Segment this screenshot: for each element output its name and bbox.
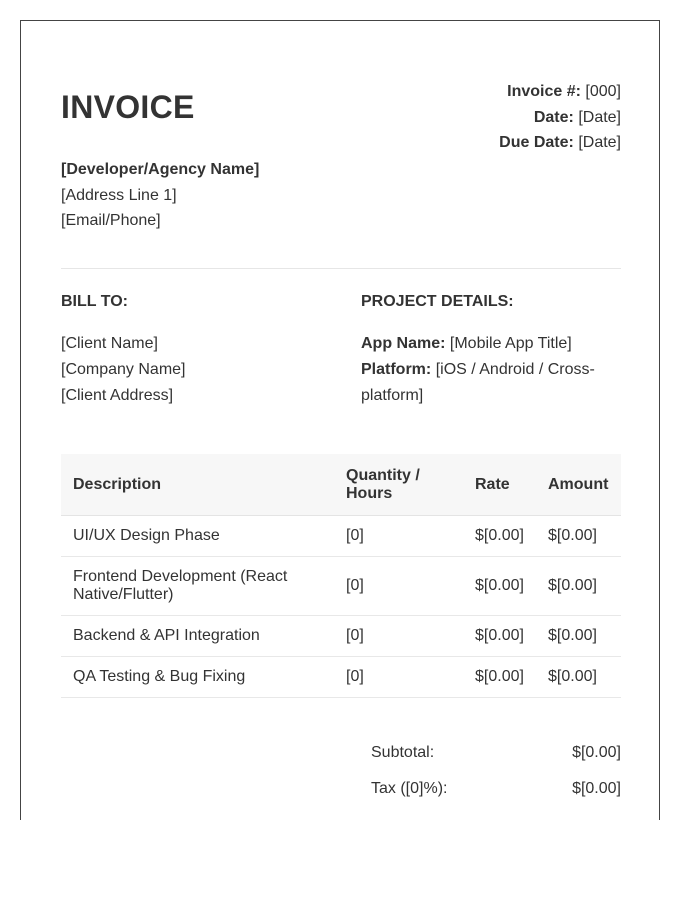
row-quantity: [0]: [334, 657, 463, 698]
subtotal-label: Subtotal:: [371, 744, 435, 761]
sender-address: [Address Line 1]: [61, 186, 177, 204]
row-quantity: [0]: [334, 557, 463, 616]
app-name-line: [361, 331, 611, 357]
sender-contact: [Email/Phone]: [61, 212, 161, 229]
client-name: [Client Name]: [61, 335, 158, 352]
invoice-due-date-line: [499, 130, 621, 156]
invoice-date-value: [Date]: [578, 108, 621, 126]
sender-name: [Developer/Agency Name]: [61, 161, 260, 178]
table-row: [61, 557, 621, 616]
sender-block: [61, 157, 259, 234]
row-rate: $[0.00]: [463, 657, 536, 698]
project-details-block: [361, 331, 611, 409]
table-header-row: [61, 454, 621, 516]
line-items-body: [61, 516, 621, 698]
bill-to-block: [61, 331, 321, 409]
row-amount: $[0.00]: [536, 657, 621, 698]
row-rate: $[0.00]: [463, 616, 536, 657]
invoice-due-date-value: [Date]: [578, 134, 621, 151]
section-divider: [61, 268, 621, 269]
row-quantity: [0]: [334, 516, 463, 557]
invoice-number-value: [000]: [585, 83, 621, 100]
row-amount: $[0.00]: [536, 516, 621, 557]
row-description: Frontend Development (React Native/Flutter): [61, 557, 334, 616]
client-address: [Client Address]: [61, 387, 174, 404]
tax-label: Tax ([0]%):: [371, 780, 448, 797]
subtotal-value: $[0.00]: [572, 744, 621, 761]
platform-line: [361, 357, 611, 409]
header-rate: Rate: [463, 454, 536, 516]
app-name-value: [Mobile App Title]: [449, 335, 572, 352]
line-items-table: [61, 454, 621, 698]
row-description: QA Testing & Bug Fixing: [61, 657, 334, 698]
app-name-label: App Name:: [361, 335, 446, 352]
invoice-date-line: [499, 105, 621, 131]
invoice-date-label: Date:: [533, 108, 574, 126]
row-amount: $[0.00]: [536, 616, 621, 657]
project-details-heading: PROJECT DETAILS:: [361, 293, 514, 310]
row-quantity: [0]: [334, 616, 463, 657]
platform-value: [iOS / Android / Cross-platform]: [361, 361, 595, 404]
invoice-due-date-label: Due Date:: [499, 134, 574, 151]
row-rate: $[0.00]: [463, 516, 536, 557]
table-row: [61, 516, 621, 557]
line-items-header: [61, 454, 621, 516]
table-row: [61, 657, 621, 698]
tax-value: $[0.00]: [572, 780, 621, 797]
header-amount: Amount: [536, 454, 621, 516]
table-row: [61, 616, 621, 657]
row-amount: $[0.00]: [536, 557, 621, 616]
invoice-page: [20, 20, 660, 820]
row-description: Backend & API Integration: [61, 616, 334, 657]
invoice-number-line: [499, 79, 621, 105]
row-rate: $[0.00]: [463, 557, 536, 616]
company-name: [Company Name]: [61, 361, 186, 378]
row-description: UI/UX Design Phase: [61, 516, 334, 557]
invoice-meta: [499, 79, 621, 156]
invoice-number-label: Invoice #:: [507, 83, 581, 100]
header-quantity: Quantity / Hours: [334, 454, 463, 516]
invoice-title: INVOICE: [61, 89, 195, 125]
platform-label: Platform:: [361, 361, 432, 378]
bill-to-heading: BILL TO:: [61, 293, 128, 310]
header-description: Description: [61, 454, 334, 516]
